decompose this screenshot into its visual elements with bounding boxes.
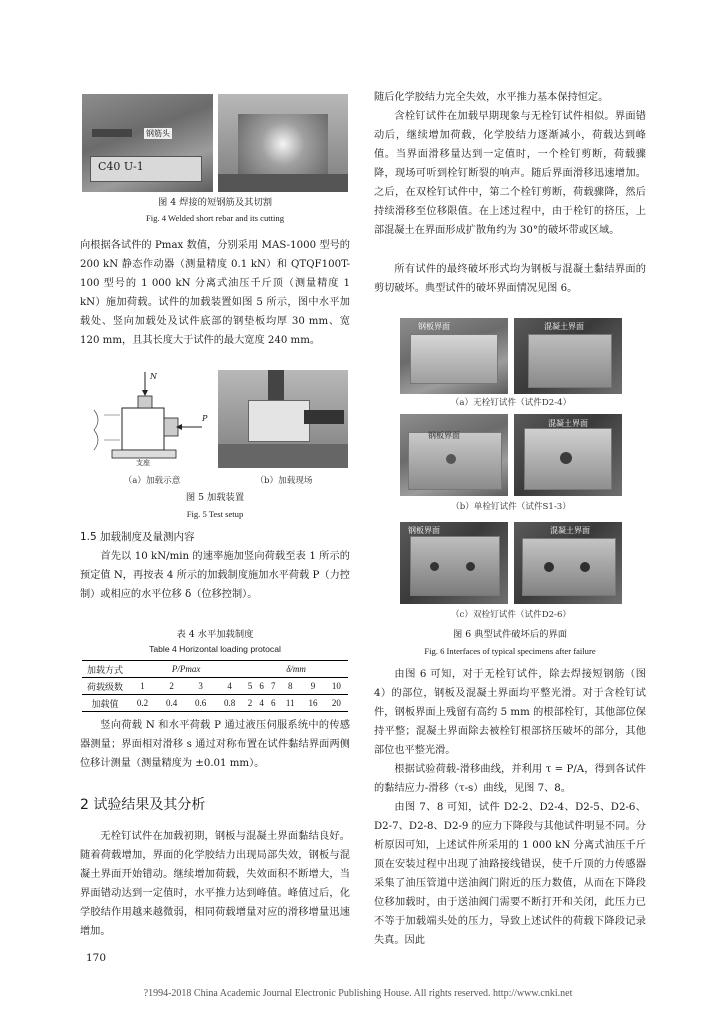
body-paragraph: 向根据各试件的 Pmax 数值，分别采用 MAS-1000 型号的 200 kN 静态作动器（测量精度 0.1 kN）和 QTQF100T-100 型号的 1 000 kN 分离式油压千斤顶（测量精度 1 kN）施加荷载。试件的加载装置如图 5 所示，图中水平加载处、竖向加载处及试件底部的钢垫板均厚 30 mm、宽 120 mm，且其长度大于试件的最大宽度 240 mm。 <box>80 240 350 346</box>
table-cell: 11 <box>279 695 301 712</box>
table-cell: 8 <box>279 678 301 695</box>
figure-6-caption: 图 6 典型试件破坏后的界面 <box>452 629 568 640</box>
figure-5-label-p: P <box>202 414 208 423</box>
table-row <box>82 678 348 695</box>
figure-6c-concrete-photo <box>514 522 622 604</box>
table-cell: 4 <box>215 678 244 695</box>
table-cell: 5 <box>244 678 256 695</box>
body-paragraph: 随后化学胶结力完全失效，水平推力基本保持恒定。 <box>374 92 609 103</box>
body-paragraph: 首先以 10 kN/min 的速率施加竖向荷载至表 1 所示的预定值 N，再按表 4 所示的加载制度施加水平荷载 P（力控制）或相应的水平位移 δ（位移控制）。 <box>80 551 350 600</box>
figure-6b-steel-photo <box>400 414 508 496</box>
figure-6c-concrete-label: 混凝土界面 <box>550 526 590 535</box>
figure-6b-caption: （b）单栓钉试件（试件S1-3） <box>451 502 571 512</box>
figure-6a-steel-label: 钢板界面 <box>418 322 450 331</box>
table-cell: 2 <box>244 695 256 712</box>
figure-5-caption: 图 5 加载装置 <box>185 492 245 503</box>
figure-6a-concrete-photo <box>514 318 622 394</box>
table-cell: 20 <box>325 695 348 712</box>
section-1-5-heading: 1.5 加载制度及量测内容 <box>80 531 195 543</box>
table-4-title: 表 4 水平加载制度 <box>176 629 254 640</box>
table-cell: 1 <box>128 678 157 695</box>
figure-6c-steel-photo <box>400 522 508 604</box>
body-paragraph: 由图 6 可知，对于无栓钉试件，除去焊接短钢筋（图 4）的部位，钢板及混凝土界面均平整光滑。对于含栓钉试件，钢板界面上残留有高约 5 mm 的根部栓钉，其他部位保持平整；混凝土界面除去被栓钉根部挤压破坏的部分，其他部位也平整光滑。 <box>374 669 646 756</box>
figure-5-diagram <box>92 370 214 468</box>
figure-6a-concrete-label: 混凝土界面 <box>544 322 584 331</box>
table-cell: 加载方式 <box>82 661 128 678</box>
body-paragraph: 竖向荷载 N 和水平荷载 P 通过液压伺服系统中的传感器测量；界面相对滑移 s 通过对称布置在试件黏结界面两侧位移计测量（测量精度为 ±0.01 mm）。 <box>80 720 350 769</box>
table-cell: 4 <box>256 695 268 712</box>
table-row <box>82 661 348 678</box>
table-4 <box>82 660 348 712</box>
table-cell: δ/mm <box>244 661 348 678</box>
table-cell: 6 <box>267 695 279 712</box>
copyright-footer: ?1994-2018 China Academic Journal Electronic Publishing House. All rights reserved. http://www.cnki.net <box>143 988 573 999</box>
figure-5-caption-en: Fig. 5 Test setup <box>186 509 244 519</box>
figure-6b-steel-label: 钢板界面 <box>428 431 460 440</box>
table-cell: 荷载级数 <box>82 678 128 695</box>
figure-6a-caption: （a）无栓钉试件（试件D2-4） <box>450 398 572 408</box>
figure-6b-concrete-photo <box>514 414 622 496</box>
figure-6c-caption: （c）双栓钉试件（试件D2-6） <box>450 610 572 620</box>
table-cell: 0.4 <box>157 695 186 712</box>
figure-5-photo <box>218 370 348 468</box>
figure-5b-caption: （b）加载现场 <box>255 476 313 486</box>
table-cell: 6 <box>256 678 268 695</box>
figure-5-label-base: 支座 <box>136 459 150 467</box>
figure-6c-steel-label: 钢板界面 <box>408 526 440 535</box>
table-cell: 7 <box>267 678 279 695</box>
figure-6-caption-en: Fig. 6 Interfaces of typical specimens after failure <box>424 646 596 656</box>
table-cell: 0.8 <box>215 695 244 712</box>
table-4-title-en: Table 4 Horizontal loading protocal <box>149 644 281 654</box>
table-cell: 3 <box>186 678 215 695</box>
figure-4-rebar-label: 钢筋头 <box>146 129 170 138</box>
body-paragraph: 含栓钉试件在加载早期现象与无栓钉试件相似。界面错动后，继续增加荷载，化学胶结力逐渐减小，荷载达到峰值。当界面滑移量达到一定值时，一个栓钉剪断，荷载骤降，现场可听到栓钉断裂的响声。随后界面滑移迅速增加。之后，在双栓钉试件中，第二个栓钉剪断，荷载骤降，然后持续滑移至位移限值。在上述过程中，由于栓钉的挤压，上部混凝土在界面形成扩散角约为 30°的破坏带或区域。 <box>374 111 646 236</box>
table-cell: P/Pmax <box>128 661 244 678</box>
figure-4-caption-en: Fig. 4 Welded short rebar and its cutting <box>145 213 285 223</box>
table-cell: 10 <box>325 678 348 695</box>
figure-5-label-n: N <box>150 372 157 381</box>
page-number: 170 <box>86 952 107 964</box>
table-cell: 0.2 <box>128 695 157 712</box>
table-cell: 加载值 <box>82 695 128 712</box>
body-paragraph: 所有试件的最终破坏形式均为钢板与混凝土黏结界面的剪切破坏。典型试件的破坏界面情况见图 6。 <box>374 264 646 294</box>
figure-4-photo-left <box>82 94 213 192</box>
figure-4-caption: 图 4 焊接的短钢筋及其切割 <box>157 197 273 208</box>
figure-4-specimen-label: C40 U-1 <box>98 160 144 173</box>
table-cell: 0.6 <box>186 695 215 712</box>
figure-5a-caption: （a）加载示意 <box>123 476 181 486</box>
table-cell: 2 <box>157 678 186 695</box>
table-row <box>82 695 348 712</box>
body-paragraph: 根据试验荷载-滑移曲线，并利用 τ = P/A，得到各试件的黏结应力-滑移（τ-s）曲线，见图 7、8。 <box>374 764 646 794</box>
body-paragraph: 由图 7、8 可知，试件 D2-2、D2-4、D2-5、D2-6、D2-7、D2-8、D2-9 的应力下降段与其他试件明显不同。分析原因可知，上述试件所采用的 1 000 kN 分离式油压千斤顶在安装过程中出现了油路接线错误，使千斤顶的力传感器采集了油压管道中送油阀门附近的压力数值，从而在下降段位移加载时，由于送油阀门需要不断打开和关闭，此压力已不等于加载端头处的压力，导致上述试件的荷载下降段记录失真。因此 <box>374 802 646 946</box>
figure-6b-concrete-label: 混凝土界面 <box>548 419 588 428</box>
table-cell: 16 <box>301 695 324 712</box>
section-2-heading: 2 试验结果及其分析 <box>80 797 206 813</box>
figure-6a-steel-photo <box>400 318 508 394</box>
table-cell: 9 <box>301 678 324 695</box>
figure-4-photo-right <box>218 94 348 192</box>
body-paragraph: 无栓钉试件在加载初期，钢板与混凝土界面黏结良好。随着荷载增加，界面的化学胶结力出现局部失效，钢板与混凝土界面开始错动。继续增加荷载，失效面积不断增大，当界面错动达到一定值时，水平推力达到峰值。峰值过后，化学胶结作用越来越微弱，相同荷载增量对应的滑移增量迅速增加。 <box>80 831 350 937</box>
